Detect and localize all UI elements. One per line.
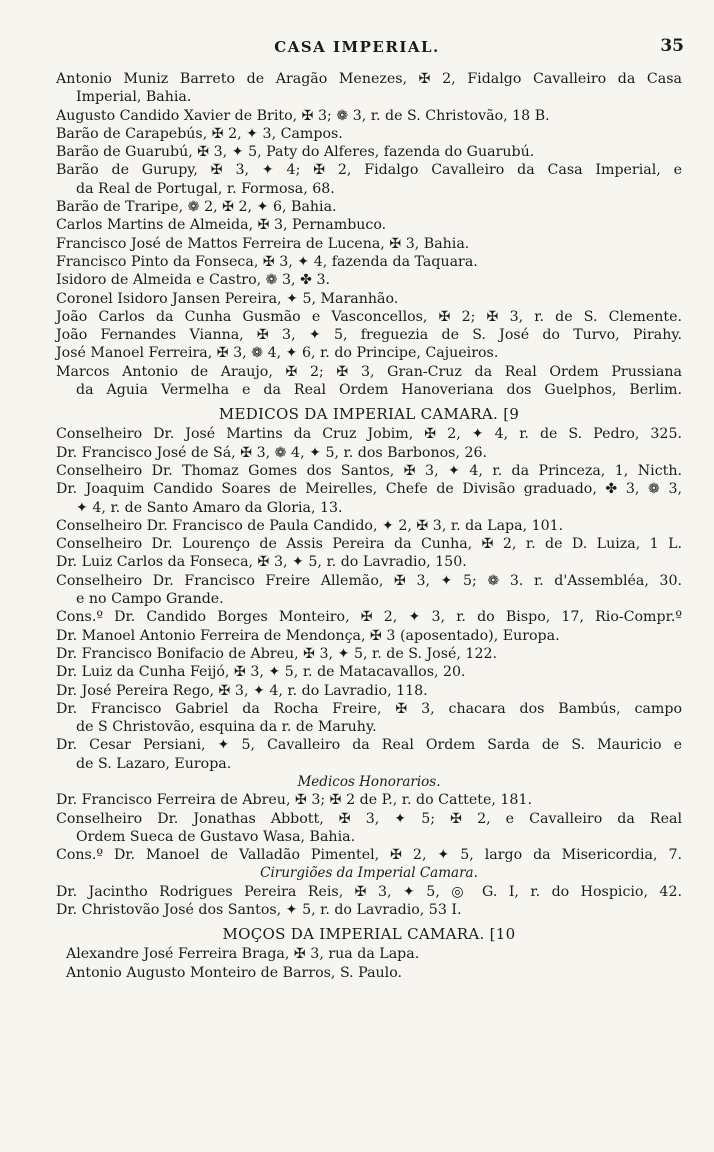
text-body [56, 70, 682, 982]
text-line: Imperial, Bahia. [76, 89, 192, 106]
text-line: Dr. Francisco Bonifacio de Abreu, ✠ 3, ✦ 5, r. de S. José, 122. [56, 645, 498, 662]
text-line: Cons.º Dr. Manoel de Valladão Pimentel, ✠ 2, ✦ 5, largo da Misericordia, 7. [56, 847, 682, 864]
text-line: Barão de Guarubú, ✠ 3, ✦ 5, Paty do Alferes, fazenda do Guarubú. [56, 144, 535, 161]
text-line: Ordem Sueca de Gustavo Wasa, Bahia. [76, 828, 356, 845]
text-line: João Fernandes Vianna, ✠ 3, ✦ 5, freguezia de S. José do Turvo, Pirahy. [56, 327, 682, 344]
text-line: Barão de Gurupy, ✠ 3, ✦ 4; ✠ 2, Fidalgo Cavalleiro da Casa Imperial, e [56, 162, 682, 179]
text-line: Barão de Carapebús, ✠ 2, ✦ 3, Campos. [56, 125, 343, 142]
text-line: Conselheiro Dr. Lourenço de Assis Pereira da Cunha, ✠ 2, r. de D. Luiza, 1 L. [56, 536, 682, 553]
text-line: Carlos Martins de Almeida, ✠ 3, Pernambuco. [56, 217, 387, 234]
text-line: Dr. Francisco Gabriel da Rocha Freire, ✠ 3, chacara dos Bambús, campo [56, 700, 682, 717]
text-line: Dr. Francisco José de Sá, ✠ 3, ❁ 4, ✦ 5, r. dos Barbonos, 26. [56, 444, 488, 461]
subsection-heading: Cirurgiões da Imperial Camara. [260, 865, 478, 882]
text-line: Dr. Manoel Antonio Ferreira de Mendonça, ✠ 3 (aposentado), Europa. [56, 627, 560, 644]
text-line: Dr. Jacintho Rodrigues Pereira Reis, ✠ 3, ✦ 5, ◎ G. I, r. do Hospicio, 42. [56, 883, 682, 900]
text-line: Dr. Francisco Ferreira de Abreu, ✠ 3; ✠ 2 de P., r. do Cattete, 181. [56, 792, 532, 809]
text-line: Alexandre José Ferreira Braga, ✠ 3, rua da Lapa. [66, 946, 420, 963]
text-line: Conselheiro Dr. Francisco de Paula Candido, ✦ 2, ✠ 3, r. da Lapa, 101. [56, 517, 564, 534]
text-line: de S Christovão, esquina da r. de Maruhy. [76, 719, 377, 736]
text-line: Dr. Joaquim Candido Soares de Meirelles, Chefe de Divisão graduado, ✤ 3, ❁ 3, [56, 481, 682, 498]
header-title: CASA IMPERIAL. [274, 38, 440, 56]
text-line: Antonio Augusto Monteiro de Barros, S. Paulo. [66, 964, 403, 981]
text-line: Barão de Traripe, ❁ 2, ✠ 2, ✦ 6, Bahia. [56, 199, 337, 216]
text-line: da Aguia Vermelha e da Real Ordem Hanoveriana dos Guelphos, Berlim. [76, 382, 682, 399]
text-line: ✦ 4, r. de Santo Amaro da Gloria, 13. [76, 499, 343, 516]
text-line: Francisco José de Mattos Ferreira de Lucena, ✠ 3, Bahia. [56, 235, 470, 252]
text-line: Isidoro de Almeida e Castro, ❁ 3, ✤ 3. [56, 272, 331, 289]
text-line: Dr. Luiz Carlos da Fonseca, ✠ 3, ✦ 5, r. do Lavradio, 150. [56, 554, 467, 571]
text-line: Francisco Pinto da Fonseca, ✠ 3, ✦ 4, fazenda da Taquara. [56, 253, 478, 270]
subsection-heading: Medicos Honorarios. [297, 773, 441, 790]
text-line: Dr. Cesar Persiani, ✦ 5, Cavalleiro da Real Ordem Sarda de S. Mauricio e [56, 737, 682, 754]
text-line: Dr. Christovão José dos Santos, ✦ 5, r. do Lavradio, 53 I. [56, 902, 462, 919]
section-heading: MEDICOS DA IMPERIAL CAMARA. [9 [218, 405, 520, 424]
running-header [0, 38, 714, 60]
text-line: João Carlos da Cunha Gusmão e Vasconcellos, ✠ 2; ✠ 3, r. de S. Clemente. [56, 308, 682, 325]
text-line: Dr. José Pereira Rego, ✠ 3, ✦ 4, r. do Lavradio, 118. [56, 682, 428, 699]
text-line: Dr. Luiz da Cunha Feijó, ✠ 3, ✦ 5, r. de Matacavallos, 20. [56, 664, 466, 681]
text-line: Marcos Antonio de Araujo, ✠ 2; ✠ 3, Gran-Cruz da Real Ordem Prussiana [56, 363, 682, 380]
text-line: José Manoel Ferreira, ✠ 3, ❁ 4, ✦ 6, r. do Principe, Cajueiros. [56, 345, 499, 362]
text-line: Conselheiro Dr. José Martins da Cruz Jobim, ✠ 2, ✦ 4, r. de S. Pedro, 325. [56, 426, 682, 443]
text-line: Conselheiro Dr. Francisco Freire Allemão, ✠ 3, ✦ 5; ❁ 3. r. d'Assembléa, 30. [56, 572, 682, 589]
text-line: Antonio Muniz Barreto de Aragão Menezes, ✠ 2, Fidalgo Cavalleiro da Casa [56, 71, 682, 87]
text-line: Conselheiro Dr. Jonathas Abbott, ✠ 3, ✦ 5; ✠ 2, e Cavalleiro da Real [56, 810, 682, 827]
text-line: Coronel Isidoro Jansen Pereira, ✦ 5, Maranhão. [56, 290, 399, 307]
text-line: e no Campo Grande. [76, 591, 224, 608]
page-number: 35 [660, 36, 684, 56]
text-line: Augusto Candido Xavier de Brito, ✠ 3; ❁ 3, r. de S. Christovão, 18 B. [56, 107, 550, 124]
section-heading: MOÇOS DA IMPERIAL CAMARA. [10 [222, 925, 516, 944]
text-line: da Real de Portugal, r. Formosa, 68. [76, 180, 335, 197]
text-line: Conselheiro Dr. Thomaz Gomes dos Santos, ✠ 3, ✦ 4, r. da Princeza, 1, Nicth. [56, 462, 682, 479]
text-line: de S. Lazaro, Europa. [76, 755, 232, 772]
text-line: Cons.º Dr. Candido Borges Monteiro, ✠ 2, ✦ 3, r. do Bispo, 17, Rio-Compr.º [56, 609, 682, 626]
